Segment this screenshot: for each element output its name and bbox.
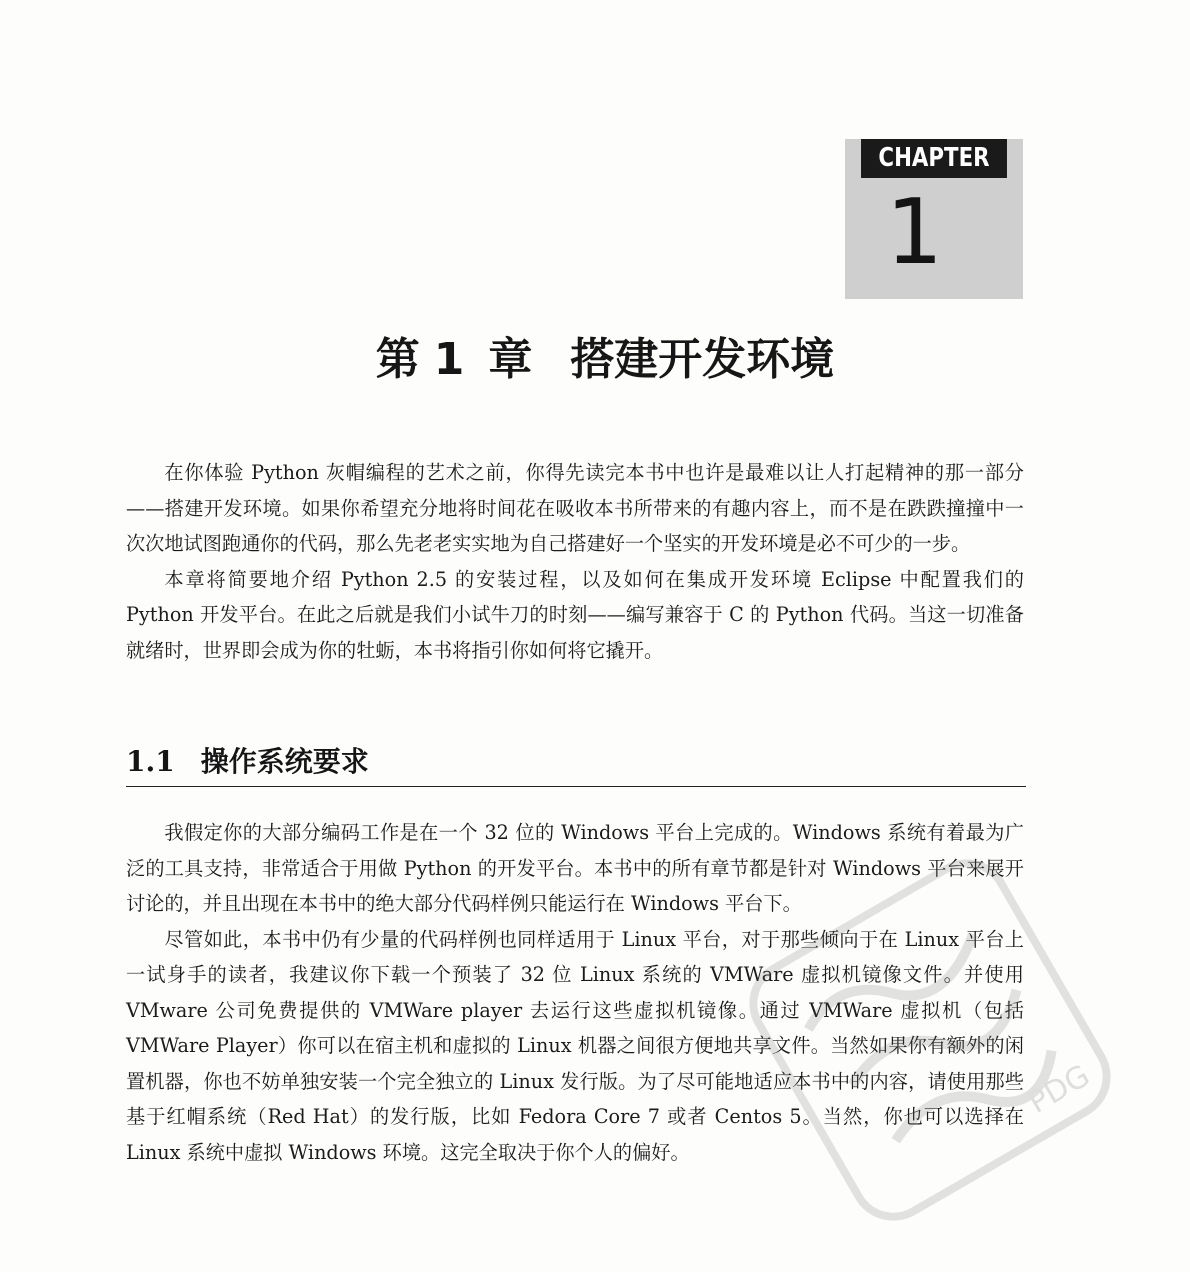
chapter-title-prefix: 第 bbox=[375, 334, 420, 385]
section-heading bbox=[126, 738, 1026, 787]
chapter-badge bbox=[845, 139, 1023, 299]
chapter-title-text: 搭建开发环境 bbox=[570, 334, 835, 385]
intro-paragraph-2: 本章将简要地介绍 Python 2.5 的安装过程，以及如何在集成开发环境 Eclipse 中配置我们的 Python 开发平台。在此之后就是我们小试牛刀的时刻——编写兼容于 C 的 Python 代码。当这一切准备就绪时，世界即会成为你的牡蛎，本书将指引你如何将它撬开。 bbox=[126, 567, 1024, 662]
chapter-title-suffix: 章 bbox=[488, 334, 533, 385]
section-paragraph-1: 我假定你的大部分编码工作是在一个 32 位的 Windows 平台上完成的。Windows 系统有着最为广泛的工具支持，非常适合于用做 Python 的开发平台。本书中的所有章节都是针对 Windows 平台来展开讨论的，并且出现在本书中的绝大部分代码样例只能运行在 Windows 平台下。 bbox=[126, 821, 1024, 915]
intro-paragraph-1: 在你体验 Python 灰帽编程的艺术之前，你得先读完本书中也许是最难以让人打起精神的那一部分——搭建开发环境。如果你希望充分地将时间花在吸收本书所带来的有趣内容上，而不是在跌跌撞撞中一次次地试图跑通你的代码，那么先老老实实地为自己搭建好一个坚实的开发环境是必不可少的一步。 bbox=[126, 461, 1024, 555]
chapter-number: 1 bbox=[885, 180, 943, 285]
chapter-title bbox=[0, 332, 1190, 388]
section-title: 操作系统要求 bbox=[200, 745, 369, 778]
chapter-label: CHAPTER bbox=[861, 139, 1007, 178]
chapter-title-number: 1 bbox=[433, 334, 465, 385]
section-paragraph-2: 尽管如此，本书中仍有少量的代码样例也同样适用于 Linux 平台，对于那些倾向于在 Linux 平台上一试身手的读者，我建议你下载一个预装了 32 位 Linux 系统的 VMWare 虚拟机镜像文件。并使用 VMware 公司免费提供的 VMWare player 去运行这些虚拟机镜像。通过 VMWare 虚拟机（包括 VMWare Player）你可以在宿主机和虚拟的 Linux 机器之间很方便地共享文件。当然如果你有额外的闲置机器，你也不妨单独安装一个完全独立的 Linux 发行版。为了尽可能地适应本书中的内容，请使用那些基于红帽系统（Red Hat）的发行版，比如 Fedora Core 7 或者 Centos 5。当然，你也可以选择在 Linux 系统中虚拟 Windows 环境。这完全取决于你个人的偏好。 bbox=[126, 927, 1024, 1164]
section-number: 1.1 bbox=[126, 745, 175, 778]
intro-text bbox=[126, 455, 1024, 668]
watermark-text: PDG bbox=[1022, 1058, 1096, 1121]
